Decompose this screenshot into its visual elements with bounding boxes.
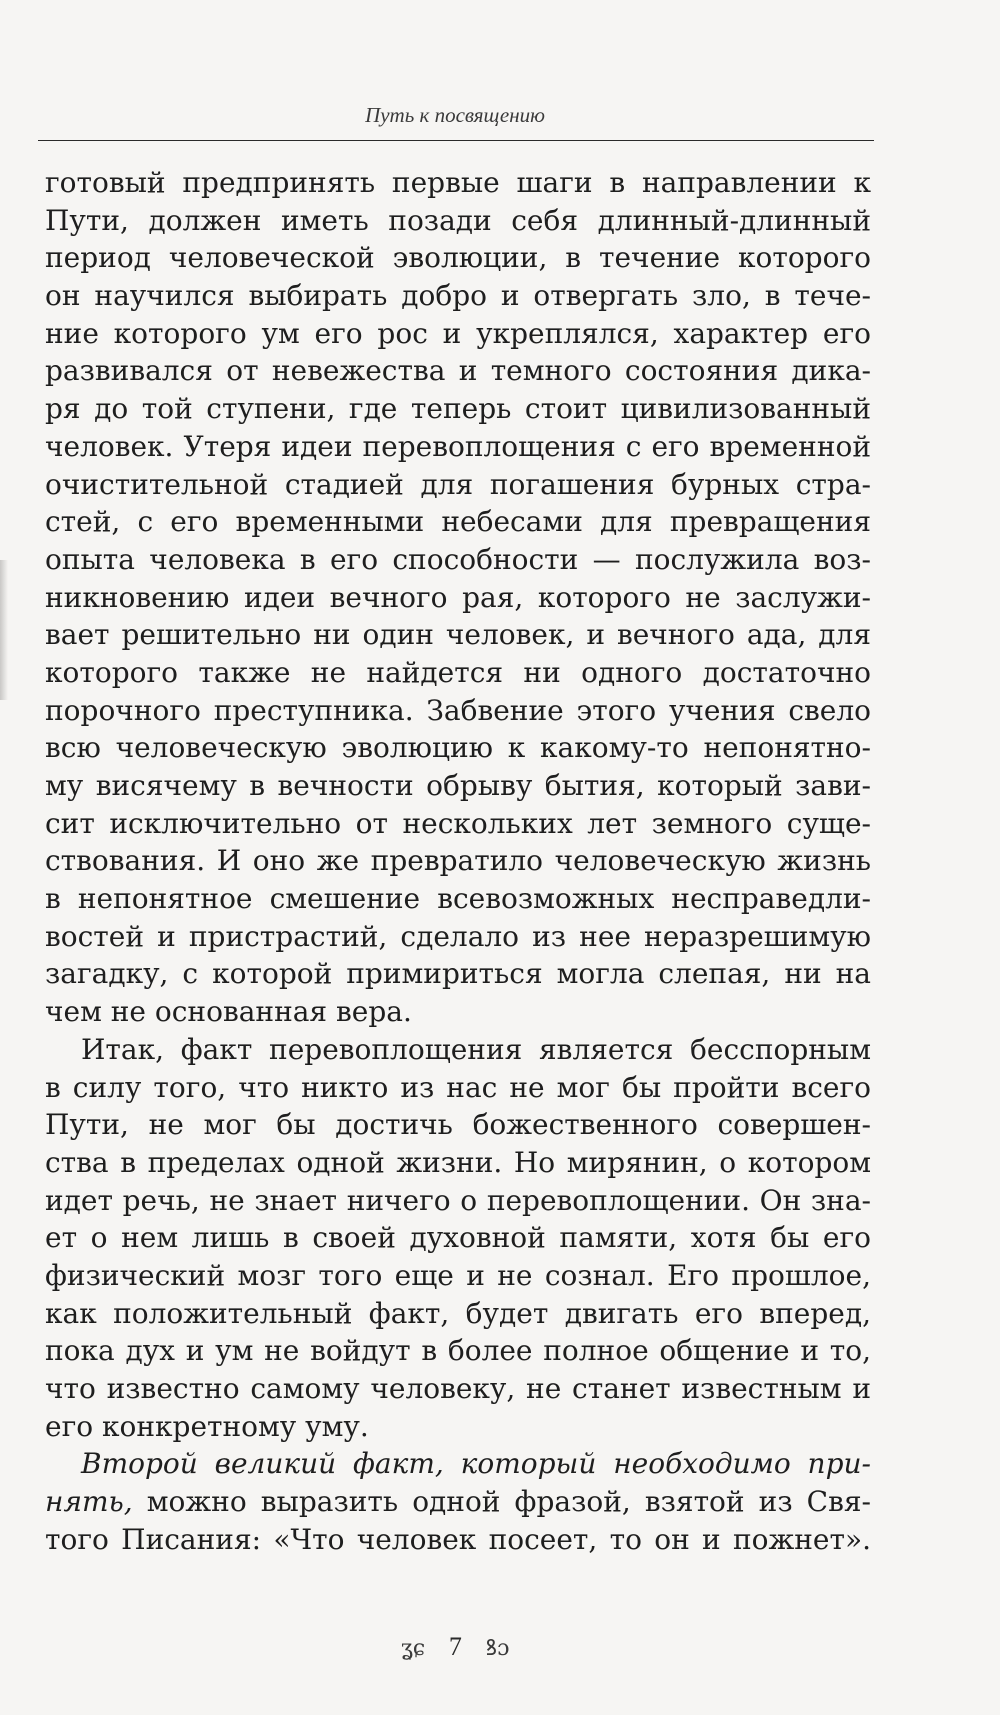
text-line: ства в пределах одной жизни. Но мирянин, о котором — [45, 1145, 871, 1179]
text-line: физический мозг того еще и не сознал. Его прошлое, — [45, 1258, 871, 1292]
text-line: никновению идеи вечного рая, которого не заслужи- — [45, 580, 871, 614]
text-line: Итак, факт перевоплощения является бесспорным — [81, 1032, 871, 1066]
text-line: ствования. И оно же превратило человеческую жизнь — [45, 844, 871, 878]
text-line: готовый предпринять первые шаги в направлении к — [45, 166, 871, 199]
text-line: му висячему в вечности обрыву бытия, который зави- — [45, 769, 871, 802]
text-line: идет речь, не знает ничего о перевоплощении. Он зна- — [45, 1183, 871, 1217]
text-line: всю человеческую эволюцию к какому-то непонятно- — [45, 731, 871, 765]
running-head: Путь к посвящению — [365, 103, 545, 127]
text-line: ря до той ступени, где теперь стоит цивилизованный — [45, 392, 871, 426]
header-rule — [38, 140, 874, 141]
page-footer — [340, 1632, 570, 1662]
text-line: сит исключительно от нескольких лет земного суще- — [45, 806, 871, 840]
text-line: его конкретному уму. — [45, 1409, 369, 1443]
text-line: развивался от невежества и темного состояния дика- — [45, 354, 871, 388]
text-line: в непонятное смешение всевозможных несправедли- — [45, 882, 871, 916]
text-line: стей, с его временными небесами для превращения — [45, 505, 871, 539]
right-ornament-icon: ꝸɔ — [485, 1636, 510, 1661]
text-line: опыта человека в его способности — послужила воз- — [45, 542, 871, 576]
text-line: что известно самому человеку, не станет известным и — [45, 1372, 871, 1405]
text-line: того Писания: «Что человек посеет, то он и пожнет». — [45, 1522, 871, 1556]
text-line: период человеческой эволюции, в течение которого — [45, 241, 871, 275]
text-line: вает решительно ни один человек, и вечного ада, для — [45, 618, 871, 652]
text-line: пока дух и ум не войдут в более полное общение и то, — [45, 1334, 871, 1368]
text-line: как положительный факт, будет двигать его вперед, — [45, 1296, 871, 1330]
text-line: востей и пристрастий, сделало из нее неразрешимую — [45, 919, 871, 953]
text-line: очистительной стадией для погашения бурных стра- — [45, 467, 871, 501]
body-text — [45, 164, 871, 1558]
text-line: нять, можно выразить одной фразой, взятой из Свя- — [45, 1485, 871, 1519]
text-line — [45, 1445, 871, 1483]
text-line: которого также не найдется ни одного достаточно — [45, 655, 871, 689]
text-line: он научился выбирать добро и отвергать зло, в тече- — [45, 279, 871, 313]
text-line: чем не основанная вера. — [45, 995, 412, 1029]
page-edge-shadow — [0, 560, 8, 700]
text-line: Пути, должен иметь позади себя длинный-длинный — [45, 203, 871, 237]
italic-span: нять, — [45, 1485, 133, 1519]
page-number: 7 — [448, 1632, 462, 1661]
text-line: ние которого ум его рос и укреплялся, характер его — [45, 316, 871, 350]
text-line: ет о нем лишь в своей духовной памяти, хотя бы его — [45, 1221, 871, 1255]
text-line: порочного преступника. Забвение этого учения свело — [45, 693, 871, 727]
left-ornament-icon: ʓɕ — [400, 1636, 426, 1661]
italic-span: Второй великий факт, который необходимо при- — [81, 1447, 871, 1481]
text-line: человек. Утеря идеи перевоплощения с его временной — [45, 429, 871, 463]
text-line: Пути, не мог бы достичь божественного совершен- — [45, 1108, 871, 1142]
text-line: загадку, с которой примириться могла слепая, ни на — [45, 957, 871, 991]
text-line: в силу того, что никто из нас не мог бы пройти всего — [45, 1070, 871, 1104]
